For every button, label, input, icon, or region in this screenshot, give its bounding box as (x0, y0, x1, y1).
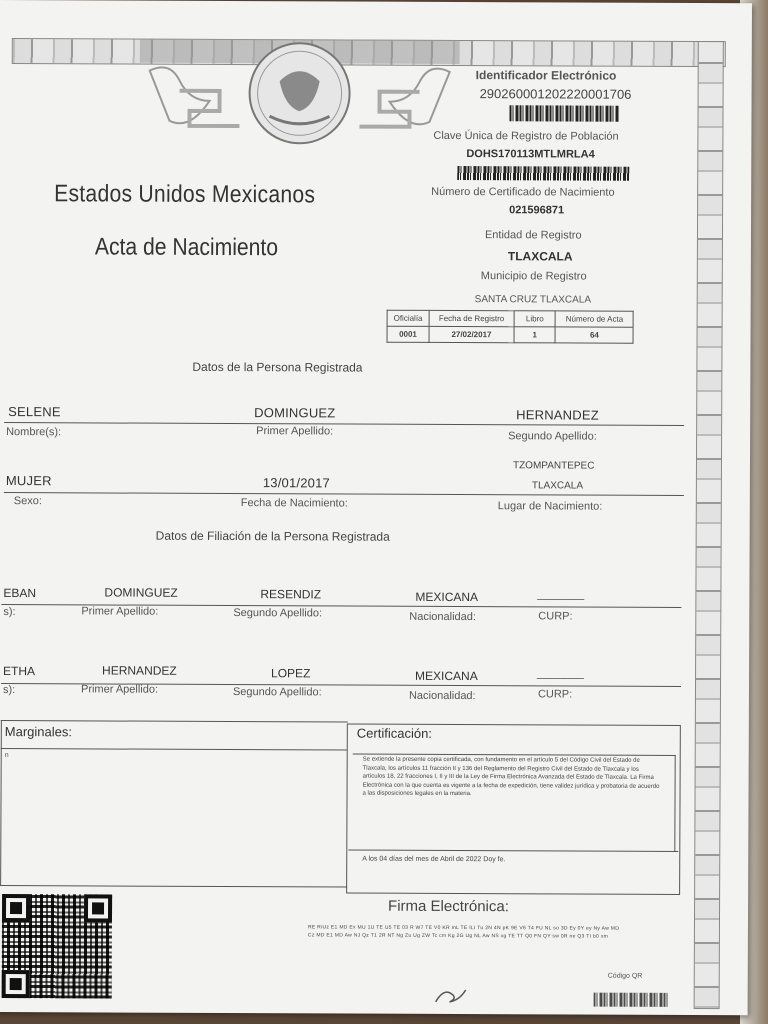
qr-finder-pattern (2, 894, 30, 922)
coat-of-arms-emblem (139, 31, 460, 152)
divider (4, 422, 684, 426)
registry-entity-label: Entidad de Registro (484, 229, 582, 242)
curp-label: Clave Única de Registro de Población (433, 129, 619, 143)
registry-table-value-row (387, 326, 633, 343)
person-first-name: SELENE (8, 404, 61, 420)
registry-municipality-label: Municipio de Registro (480, 270, 587, 283)
certificate-number-value: 021596871 (509, 204, 565, 217)
electronic-id-value: 290260001202220001706 (479, 86, 632, 102)
parent1-nationality: MEXICANA (415, 589, 479, 605)
electronic-id-label: Identificador Electrónico (475, 68, 617, 83)
parent1-second-surname: RESENDIZ (260, 587, 322, 602)
registry-value-acta: 64 (555, 327, 633, 343)
person-sex-label: Sexo: (13, 495, 42, 508)
registry-value-libro: 1 (514, 327, 556, 343)
country-title: Estados Unidos Mexicanos (54, 180, 316, 209)
person-sex: MUJER (5, 473, 52, 489)
person-second-surname: HERNANDEZ (516, 407, 599, 423)
parent1-first-surname-label: Primer Apellido: (81, 605, 159, 618)
parent1-second-surname-label: Segundo Apellido: (233, 607, 323, 620)
electronic-signature-hash: RE RiUz E1 MD Ex MU 1U TE U5 TE 03 R W7 TE V0 KR mL TE ILI Tu 2N 4N pK 9E V6 T4 FU NL so 3D Ey 0Y ey Ny Aw MD Cz MD E1 MD Aw NJ Qz T1 2R NT Ng Zu Ug ZW Tc cm Kg 2G Ug NL Aw NS xg TE TT Q0 FN QY sw 0R ne Q3 TI b0 xm (307, 924, 620, 940)
registry-value-fecha: 27/02/2017 (429, 326, 514, 342)
parent1-nationality-label: Nacionalidad: (409, 610, 476, 624)
qr-code-caption: Código QR (607, 972, 643, 980)
marginal-notes-text: n (4, 752, 9, 760)
barcode-electronic-id (509, 105, 619, 121)
issue-date-text: A los 04 días del mes de Abril de 2022 Doy fe. (362, 855, 506, 864)
marginal-notes-label: Marginales: (4, 724, 73, 740)
registry-table (387, 310, 634, 344)
curp-value: DOHS170113MTLMRLA4 (466, 148, 595, 161)
divider (4, 492, 684, 496)
signature-scribble (434, 984, 468, 1006)
parent1-curp-label: CURP: (538, 610, 573, 623)
qr-finder-pattern (2, 970, 30, 998)
parent2-first-surname-label: Primer Apellido: (80, 683, 159, 696)
registry-header-libro: Libro (514, 311, 556, 327)
barcode-curp (457, 166, 629, 181)
parent1-first-surname: DOMINGUEZ (104, 585, 178, 600)
parent2-first-name: ETHA (3, 664, 36, 679)
parent2-first-surname: HERNANDEZ (102, 663, 177, 678)
parent2-curp: _______ (537, 665, 584, 680)
certification-text: Se extiende la presente copia certificada, con fundamento en el artículo 5 del Código Civil del Estado de Tlaxcala, los artículos 11 fracción II y 136 del Reglamento del Registro Civil del Estado de Tlaxcala y los artículos 18, 22 fracciones I, II y III de la Ley de Firma Electrónica Avanzada del Estado de Tlaxcala. La Firma Electrónica con la que cuenta es vigente a la fecha de expedición, tiene validez jurídica y probatoria de acuerdo a las disposiciones legales en la materia. (362, 756, 660, 798)
person-second-surname-label: Segundo Apellido: (508, 430, 597, 443)
parent1-curp: _______ (537, 586, 585, 601)
person-birthplace-label: Lugar de Nacimiento: (497, 500, 603, 513)
certification-label: Certificación: (356, 725, 432, 741)
parent2-curp-label: CURP: (537, 688, 573, 701)
registry-entity-value: TLAXCALA (507, 249, 573, 264)
parent2-nationality-label: Nacionalidad: (408, 689, 476, 703)
person-first-name-label: Nombre(s): (6, 426, 62, 439)
footer-barcode (594, 993, 668, 1007)
person-birth-date-label: Fecha de Nacimiento: (240, 497, 348, 510)
qr-finder-pattern (84, 894, 112, 922)
registry-table-header-row (387, 310, 633, 327)
electronic-signature-label: Firma Electrónica: (388, 897, 509, 916)
person-birth-date: 13/01/2017 (262, 475, 331, 491)
qr-code (2, 894, 112, 998)
person-section-title: Datos de la Persona Registrada (192, 359, 363, 375)
document-title: Acta de Nacimiento (94, 233, 279, 262)
registry-header-oficialia: Oficialía (387, 310, 429, 326)
parent2-nationality: MEXICANA (415, 668, 478, 684)
registry-value-oficialia: 0001 (387, 326, 429, 342)
person-first-surname: DOMINGUEZ (254, 405, 336, 421)
filiation-section-title: Datos de Filiación de la Persona Registrada (155, 528, 390, 544)
decorative-border-right (694, 41, 724, 1009)
person-first-surname-label: Primer Apellido: (256, 425, 334, 438)
parent2-second-surname: LOPEZ (271, 666, 311, 681)
registry-header-fecha: Fecha de Registro (429, 310, 514, 326)
birthplace-line2: TLAXCALA (531, 480, 584, 492)
parent2-second-surname-label: Segundo Apellido: (232, 686, 322, 699)
parent1-first-name: EBAN (3, 586, 37, 601)
birthplace-line1: TZOMPANTEPEC (512, 460, 595, 472)
marginal-notes-box (0, 720, 348, 888)
parent2-first-name-label: s): (2, 684, 16, 697)
certificate-number-label: Número de Certificado de Nacimiento (431, 185, 615, 199)
registry-header-acta: Número de Acta (555, 311, 633, 327)
registry-municipality-value: SANTA CRUZ TLAXCALA (474, 294, 592, 306)
parent1-first-name-label: s): (3, 606, 16, 619)
